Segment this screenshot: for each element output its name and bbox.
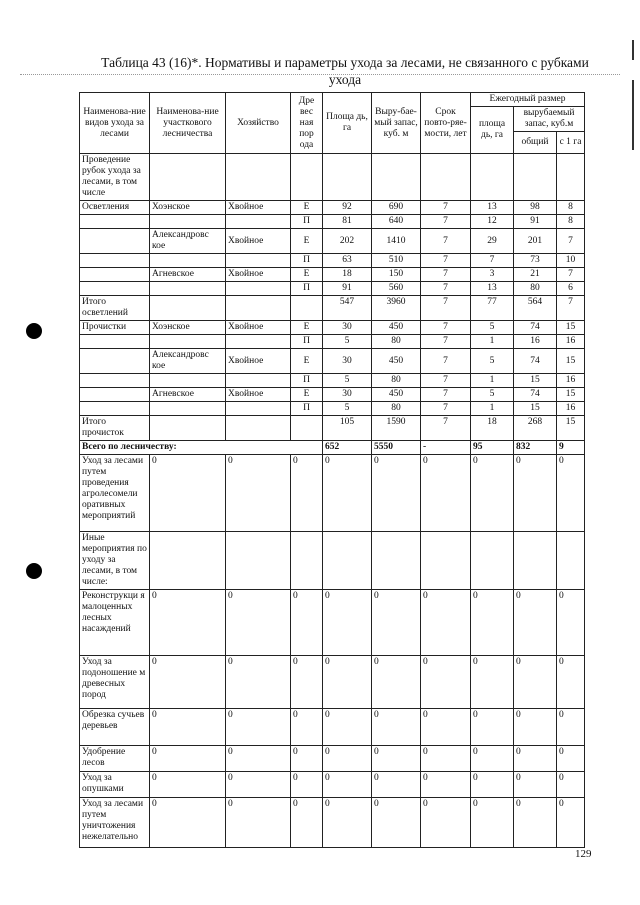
row-per-ha: 7 bbox=[557, 268, 585, 282]
row-annual-total: 98 bbox=[514, 201, 557, 215]
row-type: Обрезка сучьев деревьев bbox=[80, 709, 150, 746]
row-period: 7 bbox=[421, 402, 471, 416]
row-period: 7 bbox=[421, 282, 471, 296]
row-period: 7 bbox=[421, 215, 471, 229]
row-stock: 0 bbox=[372, 656, 421, 709]
table-row bbox=[80, 268, 585, 282]
row-annual-total: 0 bbox=[514, 798, 557, 848]
row-area: 105 bbox=[323, 416, 372, 441]
row-annual-total: 74 bbox=[514, 321, 557, 335]
row-per-ha: 8 bbox=[557, 201, 585, 215]
row-area: 0 bbox=[323, 709, 372, 746]
row-area: 63 bbox=[323, 254, 372, 268]
row-annual-area: 29 bbox=[471, 229, 514, 254]
row-per-ha: 16 bbox=[557, 374, 585, 388]
row-annual-total: 0 bbox=[514, 656, 557, 709]
row-per-ha: 16 bbox=[557, 335, 585, 349]
row-type: Осветления bbox=[80, 201, 150, 215]
row-annual-total: 0 bbox=[514, 772, 557, 798]
row-type: Удобрение лесов bbox=[80, 746, 150, 772]
row-period: 7 bbox=[421, 335, 471, 349]
row-period: 7 bbox=[421, 254, 471, 268]
table-row bbox=[80, 532, 585, 590]
header-stock: Выру-бае-мый запас, куб. м bbox=[372, 93, 421, 154]
row-per-ha: 7 bbox=[557, 229, 585, 254]
row-type: Итого осветлений bbox=[80, 296, 150, 321]
row-district: 0 bbox=[150, 590, 226, 656]
table-row bbox=[80, 455, 585, 532]
header-row-1 bbox=[80, 93, 585, 107]
table-row bbox=[80, 402, 585, 416]
table-row bbox=[80, 709, 585, 746]
scan-dotted-line bbox=[20, 74, 620, 76]
row-type: Уход за лесами путем проведения агролесомели оративных мероприятий bbox=[80, 455, 150, 532]
row-stock: 0 bbox=[372, 709, 421, 746]
row-annual-area: 13 bbox=[471, 282, 514, 296]
row-annual-area: 18 bbox=[471, 416, 514, 441]
row-annual-area: 77 bbox=[471, 296, 514, 321]
row-period: 0 bbox=[421, 709, 471, 746]
row-period: 0 bbox=[421, 455, 471, 532]
row-species: П bbox=[291, 374, 323, 388]
row-species: 0 bbox=[291, 455, 323, 532]
row-area: 30 bbox=[323, 321, 372, 335]
row-period: 0 bbox=[421, 772, 471, 798]
table-row bbox=[80, 416, 585, 441]
row-per-ha: 9 bbox=[557, 441, 585, 455]
row-period: 7 bbox=[421, 416, 471, 441]
row-stock: 0 bbox=[372, 772, 421, 798]
row-species: Е bbox=[291, 388, 323, 402]
table-row bbox=[80, 254, 585, 268]
table-row bbox=[80, 349, 585, 374]
row-annual-area: 0 bbox=[471, 709, 514, 746]
row-farm: 0 bbox=[226, 709, 291, 746]
row-farm: Хвойное bbox=[226, 229, 291, 254]
row-area: 30 bbox=[323, 349, 372, 374]
row-stock: 3960 bbox=[372, 296, 421, 321]
row-district: Агневское bbox=[150, 268, 226, 282]
row-stock: 5550 bbox=[372, 441, 421, 455]
row-period: - bbox=[421, 441, 471, 455]
header-farm: Хозяйство bbox=[226, 93, 291, 154]
header-area: Площа дь, га bbox=[323, 93, 372, 154]
row-type: Итого прочисток bbox=[80, 416, 150, 441]
row-period: 7 bbox=[421, 388, 471, 402]
row-stock: 0 bbox=[372, 455, 421, 532]
row-species: 0 bbox=[291, 746, 323, 772]
row-annual-area: 0 bbox=[471, 455, 514, 532]
table-row bbox=[80, 772, 585, 798]
table-row-grand-total bbox=[80, 441, 585, 455]
row-per-ha: 8 bbox=[557, 215, 585, 229]
header-total: общий bbox=[514, 132, 557, 154]
row-annual-total: 74 bbox=[514, 349, 557, 374]
row-per-ha: 15 bbox=[557, 416, 585, 441]
row-annual-area: 1 bbox=[471, 402, 514, 416]
row-farm: 0 bbox=[226, 798, 291, 848]
row-per-ha: 0 bbox=[557, 455, 585, 532]
row-period: 7 bbox=[421, 374, 471, 388]
header-annual: Ежегодный размер bbox=[471, 93, 585, 107]
table-row bbox=[80, 746, 585, 772]
row-period: 0 bbox=[421, 590, 471, 656]
header-annual-stock: вырубаемый запас, куб.м bbox=[514, 107, 585, 132]
table-row bbox=[80, 335, 585, 349]
header-per-ha: с 1 га bbox=[557, 132, 585, 154]
row-species: П bbox=[291, 282, 323, 296]
row-type: Уход за подоношение м древесных пород bbox=[80, 656, 150, 709]
row-district: 0 bbox=[150, 746, 226, 772]
row-district: Хоэнское bbox=[150, 201, 226, 215]
row-type: Проведение рубок ухода за лесами, в том числе bbox=[80, 154, 150, 201]
row-stock: 450 bbox=[372, 321, 421, 335]
table-row bbox=[80, 590, 585, 656]
row-period: 7 bbox=[421, 349, 471, 374]
row-period: 0 bbox=[421, 656, 471, 709]
row-species: 0 bbox=[291, 709, 323, 746]
table-row bbox=[80, 374, 585, 388]
row-species: Е bbox=[291, 349, 323, 374]
header-district: Наименова-ние участкового лесничества bbox=[150, 93, 226, 154]
row-annual-total: 832 bbox=[514, 441, 557, 455]
row-farm: Хвойное bbox=[226, 201, 291, 215]
table-row bbox=[80, 656, 585, 709]
row-farm: Хвойное bbox=[226, 321, 291, 335]
row-species: Е bbox=[291, 321, 323, 335]
row-per-ha: 15 bbox=[557, 388, 585, 402]
row-annual-total: 0 bbox=[514, 709, 557, 746]
row-type: Уход за лесами путем уничтожения нежелательно bbox=[80, 798, 150, 848]
row-annual-total: 91 bbox=[514, 215, 557, 229]
row-farm: 0 bbox=[226, 590, 291, 656]
row-stock: 510 bbox=[372, 254, 421, 268]
row-species: П bbox=[291, 335, 323, 349]
row-period: 0 bbox=[421, 798, 471, 848]
row-per-ha: 0 bbox=[557, 798, 585, 848]
row-area: 202 bbox=[323, 229, 372, 254]
row-per-ha: 0 bbox=[557, 772, 585, 798]
row-farm: Хвойное bbox=[226, 388, 291, 402]
row-area: 5 bbox=[323, 335, 372, 349]
row-stock: 80 bbox=[372, 374, 421, 388]
header-annual-area: площа дь, га bbox=[471, 107, 514, 154]
row-area: 30 bbox=[323, 388, 372, 402]
forest-care-table bbox=[79, 92, 585, 848]
table-title bbox=[70, 54, 620, 88]
row-district: 0 bbox=[150, 656, 226, 709]
row-annual-area: 13 bbox=[471, 201, 514, 215]
row-annual-total: 0 bbox=[514, 746, 557, 772]
row-period: 7 bbox=[421, 296, 471, 321]
punch-hole-bottom bbox=[26, 563, 42, 579]
row-annual-total: 80 bbox=[514, 282, 557, 296]
row-species: 0 bbox=[291, 798, 323, 848]
table-row bbox=[80, 154, 585, 201]
row-area: 0 bbox=[323, 746, 372, 772]
row-annual-total: 0 bbox=[514, 590, 557, 656]
row-farm: 0 bbox=[226, 746, 291, 772]
table-row bbox=[80, 201, 585, 215]
row-per-ha: 15 bbox=[557, 349, 585, 374]
row-per-ha: 0 bbox=[557, 746, 585, 772]
row-species: Е bbox=[291, 268, 323, 282]
row-annual-total: 73 bbox=[514, 254, 557, 268]
row-stock: 0 bbox=[372, 798, 421, 848]
row-annual-area: 1 bbox=[471, 374, 514, 388]
row-area: 547 bbox=[323, 296, 372, 321]
row-species: П bbox=[291, 254, 323, 268]
row-stock: 80 bbox=[372, 402, 421, 416]
title-line-2: ухода bbox=[328, 72, 362, 87]
table-row bbox=[80, 321, 585, 335]
row-annual-total: 16 bbox=[514, 335, 557, 349]
row-area: 0 bbox=[323, 798, 372, 848]
row-per-ha: 16 bbox=[557, 402, 585, 416]
row-species: Е bbox=[291, 229, 323, 254]
row-annual-area: 7 bbox=[471, 254, 514, 268]
row-district: Александровс кое bbox=[150, 349, 226, 374]
row-area: 92 bbox=[323, 201, 372, 215]
row-annual-total: 201 bbox=[514, 229, 557, 254]
row-period: 7 bbox=[421, 201, 471, 215]
grand-total-label: Всего по лесничеству: bbox=[80, 441, 323, 455]
table-row bbox=[80, 388, 585, 402]
row-annual-total: 15 bbox=[514, 402, 557, 416]
row-area: 91 bbox=[323, 282, 372, 296]
row-farm: Хвойное bbox=[226, 268, 291, 282]
header-type: Наименова-ние видов ухода за лесами bbox=[80, 93, 150, 154]
row-per-ha: 0 bbox=[557, 709, 585, 746]
row-per-ha: 0 bbox=[557, 656, 585, 709]
row-per-ha: 7 bbox=[557, 296, 585, 321]
row-farm: 0 bbox=[226, 772, 291, 798]
row-area: 18 bbox=[323, 268, 372, 282]
row-annual-area: 0 bbox=[471, 772, 514, 798]
row-annual-area: 5 bbox=[471, 349, 514, 374]
row-area: 0 bbox=[323, 656, 372, 709]
row-stock: 450 bbox=[372, 349, 421, 374]
row-annual-total: 74 bbox=[514, 388, 557, 402]
row-stock: 690 bbox=[372, 201, 421, 215]
row-per-ha: 10 bbox=[557, 254, 585, 268]
row-species: 0 bbox=[291, 772, 323, 798]
row-stock: 0 bbox=[372, 590, 421, 656]
row-area: 652 bbox=[323, 441, 372, 455]
row-species: П bbox=[291, 402, 323, 416]
row-period: 7 bbox=[421, 268, 471, 282]
row-type: Реконструкци я малоценных лесных насаждений bbox=[80, 590, 150, 656]
row-period: 0 bbox=[421, 746, 471, 772]
header-species: Дре вес ная пор ода bbox=[291, 93, 323, 154]
row-annual-area: 0 bbox=[471, 746, 514, 772]
row-type: Иные мероприятия по уходу за лесами, в том числе: bbox=[80, 532, 150, 590]
table-row bbox=[80, 798, 585, 848]
row-stock: 560 bbox=[372, 282, 421, 296]
row-stock: 1410 bbox=[372, 229, 421, 254]
row-area: 0 bbox=[323, 772, 372, 798]
table-row bbox=[80, 296, 585, 321]
row-per-ha: 6 bbox=[557, 282, 585, 296]
row-area: 0 bbox=[323, 455, 372, 532]
row-species: Е bbox=[291, 201, 323, 215]
row-district: Александровс кое bbox=[150, 229, 226, 254]
row-stock: 640 bbox=[372, 215, 421, 229]
row-annual-area: 0 bbox=[471, 798, 514, 848]
row-species: П bbox=[291, 215, 323, 229]
header-period: Срок повто-ряе-мости, лет bbox=[421, 93, 471, 154]
row-annual-total: 0 bbox=[514, 455, 557, 532]
row-district: Хоэнское bbox=[150, 321, 226, 335]
table-row bbox=[80, 229, 585, 254]
row-annual-total: 268 bbox=[514, 416, 557, 441]
row-area: 0 bbox=[323, 590, 372, 656]
row-species: 0 bbox=[291, 656, 323, 709]
title-line-1: Таблица 43 (16)*. Нормативы и параметры ухода за лесами, не связанного с рубками bbox=[101, 55, 589, 70]
row-annual-total: 564 bbox=[514, 296, 557, 321]
row-district: 0 bbox=[150, 772, 226, 798]
row-district: 0 bbox=[150, 455, 226, 532]
row-period: 7 bbox=[421, 229, 471, 254]
row-species: 0 bbox=[291, 590, 323, 656]
row-annual-area: 12 bbox=[471, 215, 514, 229]
scan-margin-mark bbox=[632, 40, 634, 60]
row-district: 0 bbox=[150, 709, 226, 746]
row-period: 7 bbox=[421, 321, 471, 335]
row-area: 5 bbox=[323, 374, 372, 388]
punch-hole-top bbox=[26, 323, 42, 339]
row-stock: 80 bbox=[372, 335, 421, 349]
row-type: Прочистки bbox=[80, 321, 150, 335]
row-annual-area: 0 bbox=[471, 656, 514, 709]
row-farm: 0 bbox=[226, 455, 291, 532]
row-annual-area: 3 bbox=[471, 268, 514, 282]
row-area: 5 bbox=[323, 402, 372, 416]
row-stock: 0 bbox=[372, 746, 421, 772]
table-row bbox=[80, 282, 585, 296]
row-annual-area: 0 bbox=[471, 590, 514, 656]
row-per-ha: 0 bbox=[557, 590, 585, 656]
row-annual-area: 5 bbox=[471, 388, 514, 402]
row-stock: 150 bbox=[372, 268, 421, 282]
row-area: 81 bbox=[323, 215, 372, 229]
table-row bbox=[80, 215, 585, 229]
row-annual-area: 1 bbox=[471, 335, 514, 349]
row-stock: 1590 bbox=[372, 416, 421, 441]
row-per-ha: 15 bbox=[557, 321, 585, 335]
row-district: 0 bbox=[150, 798, 226, 848]
row-farm: 0 bbox=[226, 656, 291, 709]
row-annual-area: 5 bbox=[471, 321, 514, 335]
row-farm: Хвойное bbox=[226, 349, 291, 374]
row-annual-total: 15 bbox=[514, 374, 557, 388]
row-annual-total: 21 bbox=[514, 268, 557, 282]
page-number: 129 bbox=[575, 848, 592, 860]
scan-margin-mark bbox=[632, 80, 634, 150]
row-stock: 450 bbox=[372, 388, 421, 402]
row-type: Уход за опушками bbox=[80, 772, 150, 798]
row-district: Агневское bbox=[150, 388, 226, 402]
row-annual-area: 95 bbox=[471, 441, 514, 455]
